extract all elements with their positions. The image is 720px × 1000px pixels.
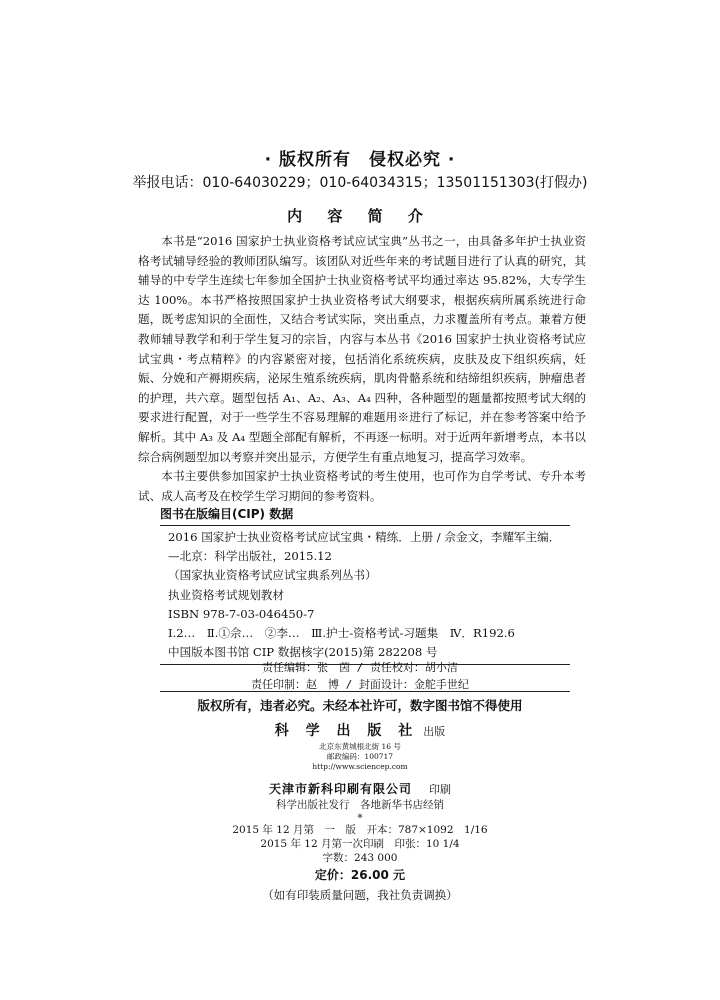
distribution-line: 科学出版社发行 各地新华书店经销 [276,799,444,811]
publisher-suffix: 出版 [423,725,446,738]
edition-line: 2015 年 12 月第 一 版 开本：787×1092 1/16 [232,824,488,836]
summary-paragraph-2: 本书主要供参加国家护士执业资格考试的考生使用，也可作为自学考试、专升本考试、成人高考及在校学生学习期间的参考资料。 [138,469,586,503]
printer-line [0,778,720,797]
cip-line-cip-number: 中国版本图书馆 CIP 数据核字(2015)第 282208 号 [168,645,438,660]
copyright-title: · 版权所有 侵权必究 · [264,150,456,170]
publisher-address: 北京东黄城根北街 16 号 [319,742,401,751]
printer-name: 天津市新科印刷有限公司 [268,782,412,796]
summary-paragraph-1: 本书是“2016 国家护士执业资格考试应试宝典”丛书之一，由具备多年护士执业资格考试辅导经验的教师团队编写。该团队对近些年来的考试题目进行了认真的研究，其辅导的中专学生连续七年参加全国护士执业资格考试平均通过率达 95.82%，大专学生达 100%。本书严格按照国家护士执业资格考试大纲要求，根据疾病所属系统进行命题，既考虑知识的全面性，又结合考试实际，突出重点，力求覆盖所有考点。兼着方便教师辅导教学和利于学生复习的宗旨，内容与本丛书《2016 国家护士执业资格考试应试宝典・考点精粹》的内容紧密对接，包括消化系统疾病，皮肤及皮下组织疾病，妊娠、分娩和产褥期疾病，泌尿生殖系统疾病，肌肉骨骼系统和结缔组织疾病，肿瘤患者的护理，共六章。题型包括 A₁、A₂、A₃、A₄ 四种，各种题型的题量都按照考试大纲的要求进行配置，对于一些学生不容易理解的难题用※进行了标记，并在参考答案中给予解析。其中 A₃ 及 A₄ 型题全部配有解析，不再逐一标明。对于近两年新增考点，本书以综合病例题型加以考察并突出显示，方便学生有重点地复习，提高学习效率。 [138,234,586,464]
editor-line-1: 责任编辑：张 茵 / 责任校对：胡小洁 [262,661,458,674]
printing-line: 2015 年 12 月第一次印刷 印张：10 1/4 [260,838,460,850]
editor-line-2: 责任印制：赵 博 / 封面设计：金舵手世纪 [251,678,469,691]
publisher-website: http://www.sciencep.com [312,762,408,771]
publisher-block [0,720,720,905]
report-phone: 举报电话：010-64030229；010-64034315；13501151303(打假办) [132,175,588,191]
cip-box [160,525,570,665]
cip-line-title: 2016 国家护士执业资格考试应试宝典・精练．上册 / 佘金文，李耀军主编． [168,530,561,544]
editors-block [0,659,720,693]
rights-notice: 版权所有，违者必究。未经本社许可，数字图书馆不得使用 [197,698,523,713]
separator-star: * [357,812,363,824]
publisher-line [0,720,720,742]
cip-block [160,505,570,665]
cip-line-series: （国家执业资格考试应试宝典系列丛书） [168,568,377,583]
publisher-postcode: 邮政编码：100717 [326,752,394,761]
cip-line-isbn: ISBN 978-7-03-046450-7 [168,606,315,621]
divider-rule [160,691,570,692]
cip-line-textbook: 执业资格考试规划教材 [168,587,284,602]
cip-line-publisher: —北京：科学出版社，2015.12 [168,549,332,564]
summary-heading: 内 容 简 介 [287,207,433,225]
price: 定价：26.00 元 [314,868,406,882]
word-count: 字数：243 000 [322,852,398,864]
publisher-name: 科 学 出 版 社 [274,723,419,739]
summary-text [138,232,586,506]
cip-title: 图书在版编目(CIP) 数据 [160,507,294,521]
cip-line-classification: Ⅰ.2… Ⅱ.①佘… ②李… Ⅲ.护士-资格考试-习题集 Ⅳ．R192.6 [168,626,515,641]
quality-notice: （如有印装质量问题，我社负责调换） [262,888,458,902]
printer-suffix: 印刷 [429,783,452,796]
